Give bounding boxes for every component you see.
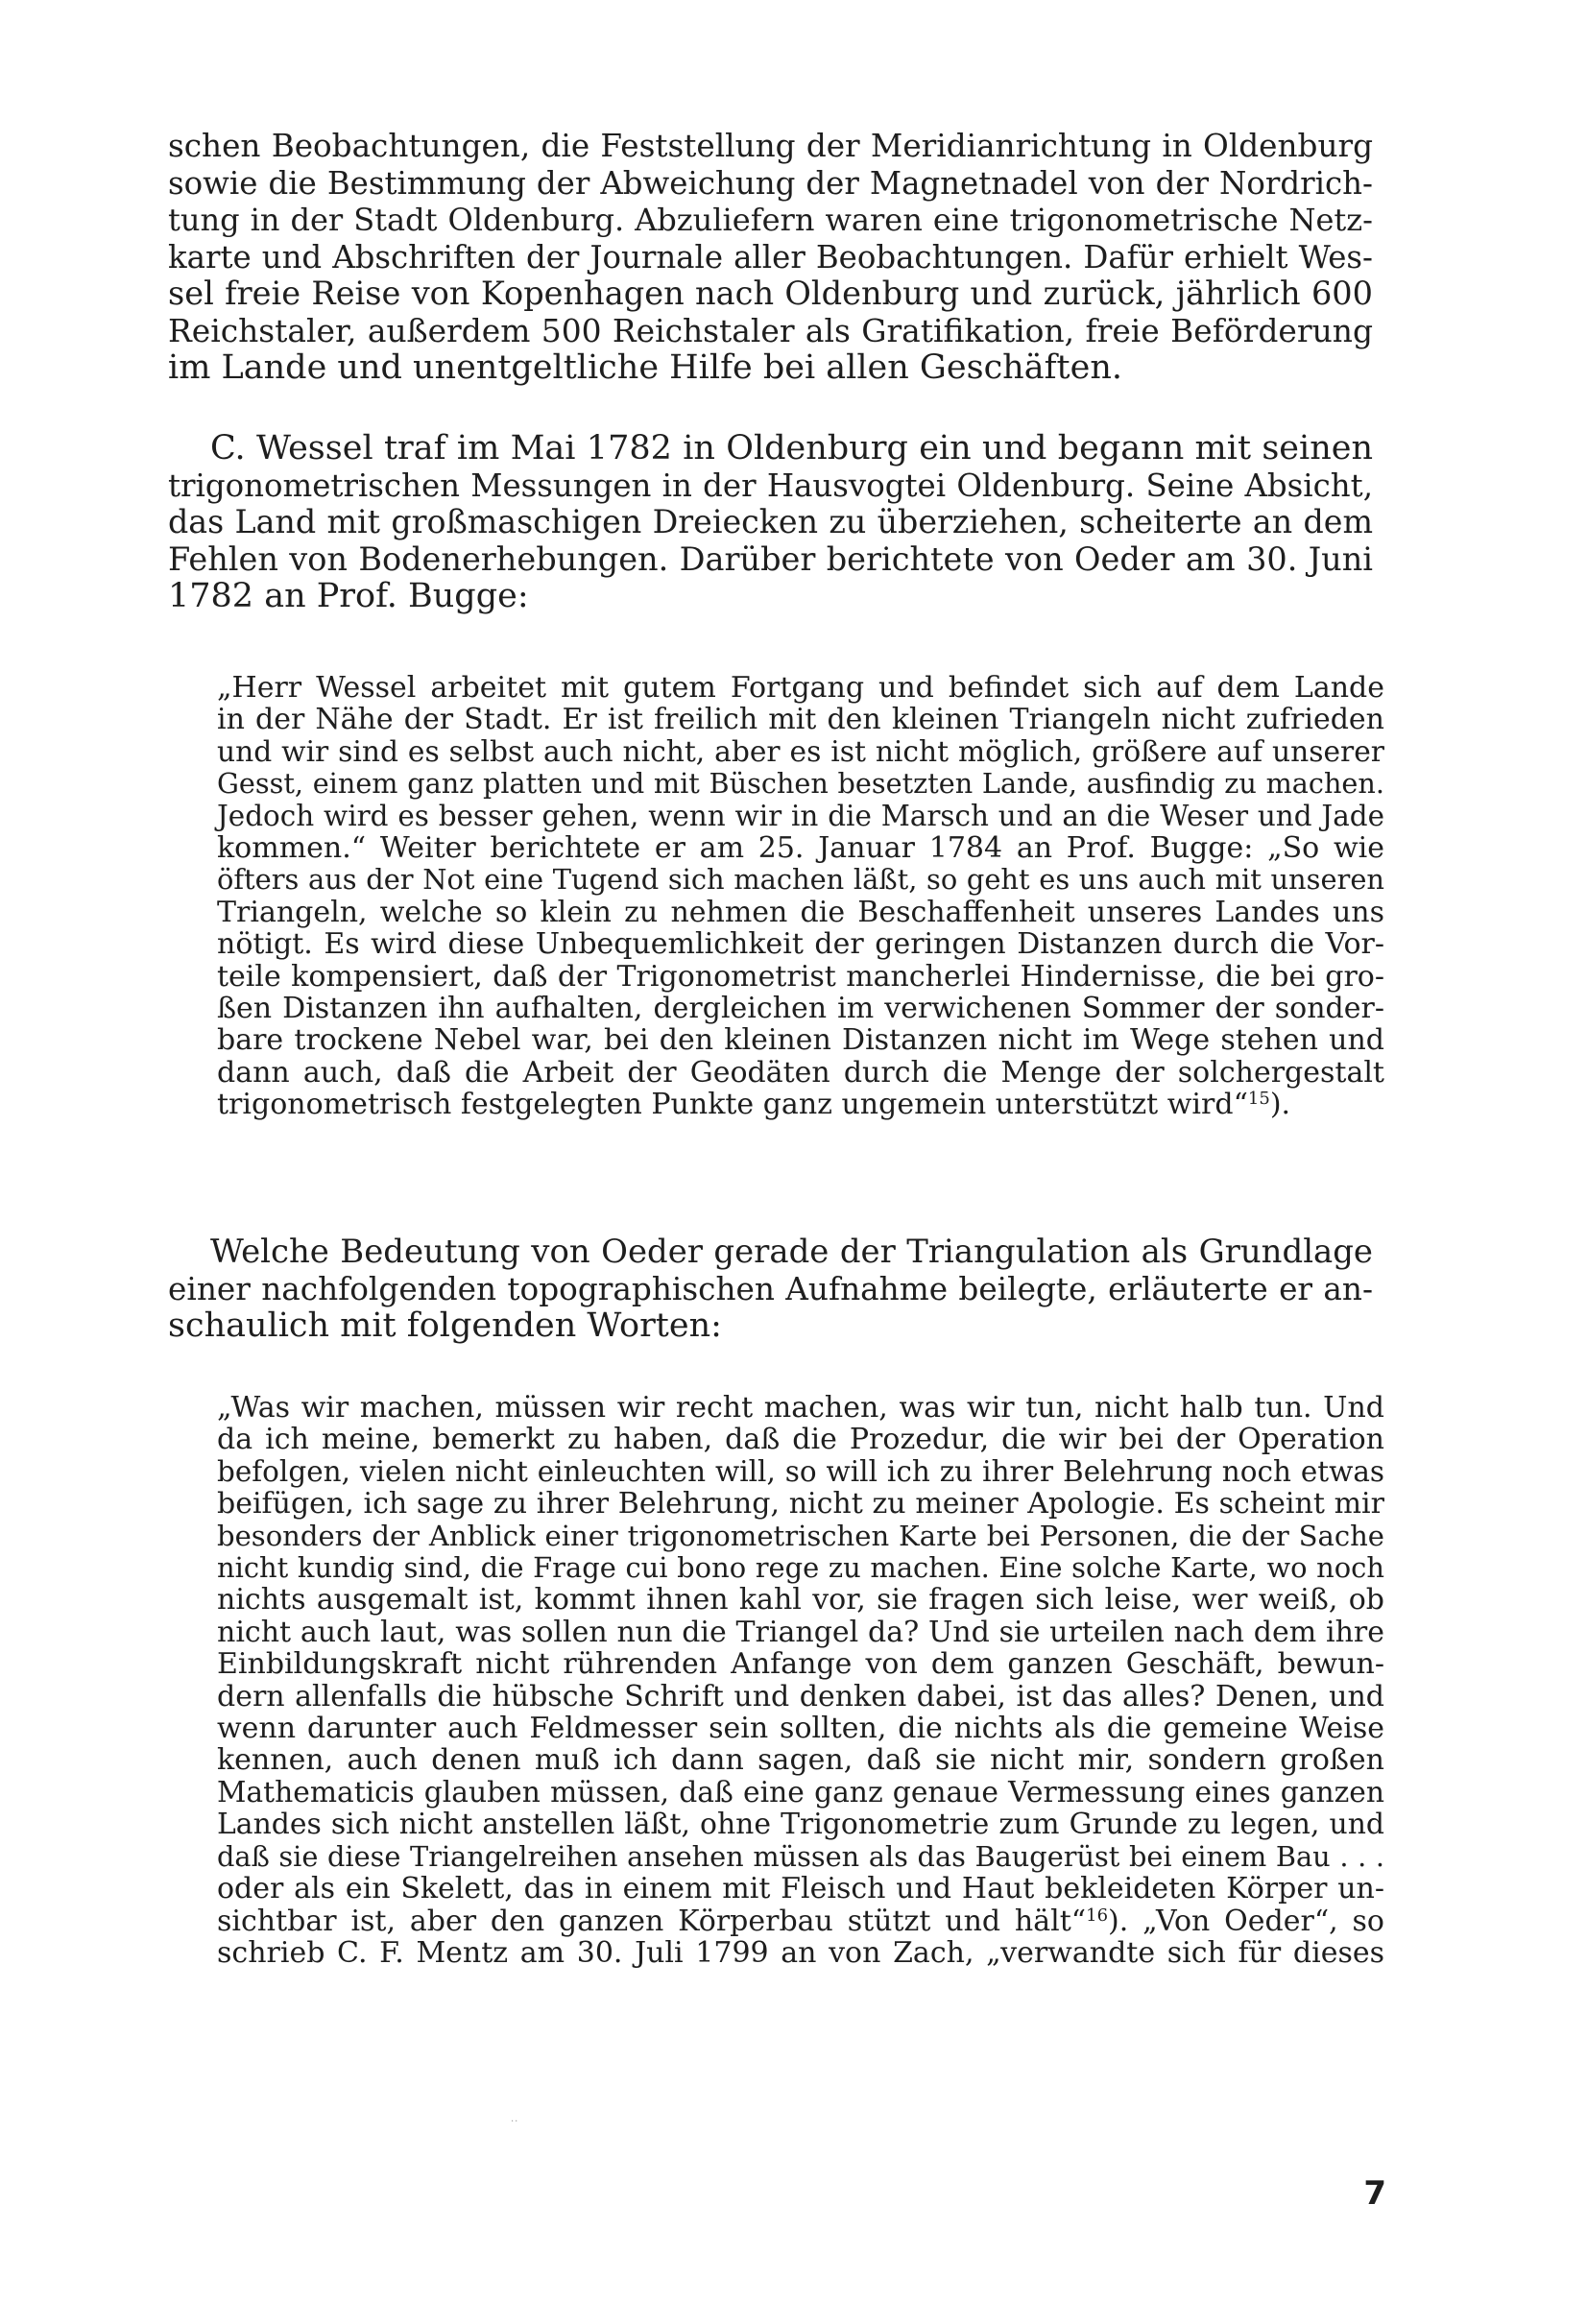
text-line: sowie die Bestimmung der Abweichung der Magnetnadel von der Nordrich- [168, 164, 1373, 202]
quote-line: kommen.“ Weiter berichtete er am 25. Januar 1784 an Prof. Bugge: „So wie [217, 831, 1384, 866]
quote-line [217, 1905, 1384, 1937]
text-line: karte und Abschriften der Journale aller Beobachtungen. Dafür erhielt Wes- [168, 238, 1373, 276]
block-quote-2 [217, 1392, 1384, 1969]
quote-line: und wir sind es selbst auch nicht, aber es ist nicht möglich, größere auf unserer [217, 734, 1384, 769]
quote-line [217, 1089, 1384, 1120]
text-line: 1782 an Prof. Bugge: [168, 577, 529, 615]
quote-line: Landes sich nicht anstellen läßt, ohne Trigonometrie zum Grunde zu legen, und [217, 1808, 1384, 1842]
quote-line: nicht kundig sind, die Frage cui bono rege zu machen. Eine solche Karte, wo noch [217, 1551, 1384, 1585]
quote-line: in der Nähe der Stadt. Er ist freilich mit den kleinen Triangeln nicht zufrieden [217, 703, 1384, 737]
text-line: im Lande und unentgeltliche Hilfe bei allen Geschäften. [168, 348, 1122, 387]
quote-line-text: trigonometrisch festgelegten Punkte ganz ungemein unterstützt wird“ [217, 1088, 1248, 1122]
quote-line: schrieb C. F. Mentz am 30. Juli 1799 an von Zach, „verwandte sich für dieses [217, 1935, 1384, 1970]
quote-line: nicht auch laut, was sollen nun die Triangel da? Und sie urteilen nach dem ihre [217, 1615, 1384, 1649]
page-number: 7 [1363, 2174, 1386, 2213]
text-line: trigonometrischen Messungen in der Hausvogtei Oldenburg. Seine Absicht, [168, 467, 1373, 504]
quote-line: dann auch, daß die Arbeit der Geodäten durch die Menge der solchergestalt [217, 1055, 1384, 1090]
quote-line: dern allenfalls die hübsche Schrift und denken dabei, ist das alles? Denen, und [217, 1679, 1384, 1713]
quote-line: Mathematicis glauben müssen, daß eine ganz genaue Vermessung eines ganzen [217, 1775, 1384, 1809]
quote-line: Gesst, einem ganz platten und mit Büschen besetzten Lande, ausfindig zu machen. [217, 767, 1384, 801]
text-line: schaulich mit folgenden Worten: [168, 1306, 722, 1345]
quote-line: besonders der Anblick einer trigonometrischen Karte bei Personen, die der Sache [217, 1519, 1384, 1552]
quote-line-tail: ). „Von Oeder“, so [1108, 1904, 1384, 1938]
footnote-reference: 15 [1247, 1089, 1270, 1110]
quote-line-tail: ). [1269, 1088, 1291, 1122]
paragraph-3 [168, 1234, 1373, 1345]
quote-line: Einbildungskraft nicht rührenden Anfange von dem ganzen Geschäft, bewun- [217, 1647, 1384, 1682]
quote-line: „Herr Wessel arbeitet mit gutem Fortgang und befindet sich auf dem Lande [217, 671, 1384, 705]
quote-line: Triangeln, welche so klein zu nehmen die Beschaffenheit unseres Landes uns [217, 895, 1384, 929]
quote-line: beifügen, ich sage zu ihrer Belehrung, nicht zu meiner Apologie. Es scheint mir [217, 1487, 1384, 1521]
quote-line: teile kompensiert, daß der Trigonometrist mancherlei Hindernisse, die bei gro- [217, 959, 1384, 994]
quote-line: daß sie diese Triangelreihen ansehen müssen als das Baugerüst bei einem Bau . . . [217, 1839, 1384, 1873]
print-speck: ·· [511, 2117, 519, 2127]
text-line: das Land mit großmaschigen Dreiecken zu überziehen, scheiterte an dem [168, 503, 1373, 540]
quote-line: da ich meine, bemerkt zu haben, daß die Prozedur, die wir bei der Operation [217, 1423, 1384, 1457]
text-line: tung in der Stadt Oldenburg. Abzuliefern waren eine trigonometrische Netz- [168, 202, 1373, 238]
text-line: C. Wessel traf im Mai 1782 in Oldenburg ein und begann mit seinen [210, 429, 1373, 467]
paragraph-2 [168, 430, 1373, 615]
quote-line-text: sichtbar ist, aber den ganzen Körperbau stützt und hält“ [217, 1904, 1087, 1938]
quote-line: nötigt. Es wird diese Unbequemlichkeit der geringen Distanzen durch die Vor- [217, 927, 1384, 962]
quote-line: bare trockene Nebel war, bei den kleinen Distanzen nicht im Wege stehen und [217, 1023, 1384, 1058]
quote-line: Jedoch wird es besser gehen, wenn wir in die Marsch und an die Weser und Jade [217, 799, 1384, 832]
quote-line: ßen Distanzen ihn aufhalten, dergleichen im verwichenen Sommer der sonder- [217, 992, 1384, 1026]
quote-line: kennen, auch denen muß ich dann sagen, daß sie nicht mir, sondern großen [217, 1743, 1384, 1778]
text-line: schen Beobachtungen, die Feststellung der Meridianrichtung in Oldenburg [168, 128, 1373, 164]
quote-line: „Was wir machen, müssen wir recht machen, was wir tun, nicht halb tun. Und [217, 1391, 1384, 1425]
quote-line: befolgen, vielen nicht einleuchten will, so will ich zu ihrer Belehrung noch etwas [217, 1454, 1384, 1488]
quote-line: öfters aus der Not eine Tugend sich machen läßt, so geht es uns auch mit unseren [217, 863, 1384, 897]
text-line: einer nachfolgenden topographischen Aufnahme beilegte, erläuterte er an- [168, 1270, 1373, 1307]
text-line: Welche Bedeutung von Oeder gerade der Triangulation als Grundlage [210, 1233, 1373, 1270]
text-line: Reichstaler, außerdem 500 Reichstaler als Gratifikation, freie Beförderung [168, 311, 1373, 349]
footnote-reference: 16 [1086, 1905, 1109, 1926]
quote-line: oder als ein Skelett, das in einem mit Fleisch und Haut bekleideten Körper un- [217, 1872, 1384, 1906]
paragraph-1 [168, 128, 1373, 387]
quote-line: nichts ausgemalt ist, kommt ihnen kahl vor, sie fragen sich leise, wer weiß, ob [217, 1583, 1384, 1617]
text-line: Fehlen von Bodenerhebungen. Darüber berichtete von Oeder am 30. Juni [168, 539, 1373, 578]
text-line: sel freie Reise von Kopenhagen nach Oldenburg und zurück, jährlich 600 [168, 275, 1373, 312]
quote-line: wenn darunter auch Feldmesser sein sollten, die nichts als die gemeine Weise [217, 1712, 1384, 1746]
block-quote-1 [217, 672, 1384, 1121]
